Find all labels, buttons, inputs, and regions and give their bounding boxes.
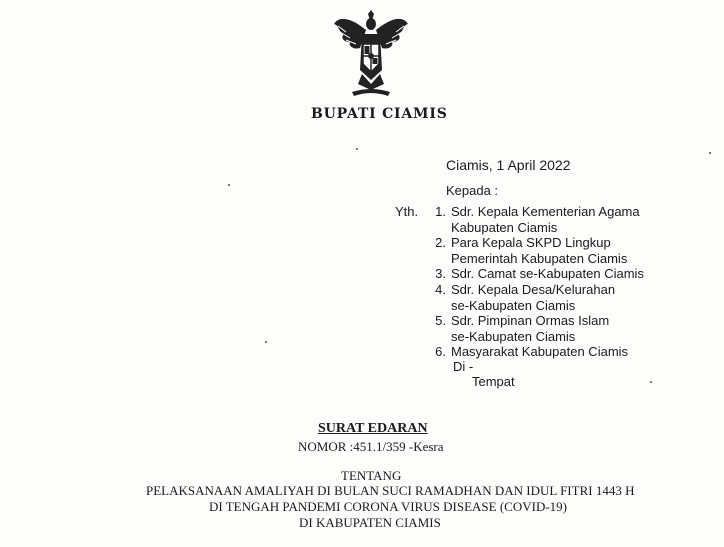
office-title: BUPATI CIAMIS xyxy=(311,106,448,122)
list-item xyxy=(424,266,644,282)
kepada-label: Kepada : xyxy=(446,183,499,198)
subject-line-1: PELAKSANAAN AMALIYAH DI BULAN SUCI RAMADHAN DAN IDUL FITRI 1443 H xyxy=(146,483,635,498)
tempat-label: Tempat xyxy=(472,374,515,389)
scan-speck xyxy=(650,381,652,383)
list-item xyxy=(424,235,644,266)
scan-speck xyxy=(709,152,711,154)
di-label: Di - xyxy=(453,359,474,374)
subject-line-3: DI KABUPATEN CIAMIS xyxy=(299,515,441,530)
recipient-line: Sdr. Kepala Kementerian Agama xyxy=(451,204,640,219)
recipient-line: Para Kepala SKPD Lingkup xyxy=(451,235,611,251)
recipient-line: se-Kabupaten Ciamis xyxy=(451,328,576,344)
list-number: 6. xyxy=(435,344,446,360)
place-date: Ciamis, 1 April 2022 xyxy=(446,157,571,173)
tentang-label: TENTANG xyxy=(341,468,402,483)
scan-speck xyxy=(356,148,358,150)
list-number: 3. xyxy=(435,266,446,282)
list-number: 4. xyxy=(435,281,446,297)
recipient-line: Kabupaten Ciamis xyxy=(451,219,558,235)
scan-speck xyxy=(265,341,267,343)
yth-label: Yth. xyxy=(395,204,419,219)
list-item xyxy=(424,344,644,360)
list-item xyxy=(424,313,644,344)
recipient-list xyxy=(424,204,644,360)
garuda-emblem-icon xyxy=(330,10,412,100)
recipient-line: Sdr. Camat se-Kabupaten Ciamis xyxy=(451,266,644,282)
scan-speck xyxy=(228,184,230,186)
list-item xyxy=(424,204,644,235)
circular-title: SURAT EDARAN xyxy=(318,421,428,436)
recipient-line: Sdr. Pimpinan Ormas Islam xyxy=(451,313,610,329)
circular-number: NOMOR :451.1/359 -Kesra xyxy=(298,439,444,454)
recipient-line: se-Kabupaten Ciamis xyxy=(451,297,576,313)
subject-line-2: DI TENGAH PANDEMI CORONA VIRUS DISEASE (COVID-19) xyxy=(209,499,567,514)
list-number: 2. xyxy=(435,235,446,251)
list-number: 1. xyxy=(435,204,446,219)
list-number: 5. xyxy=(435,313,446,329)
recipient-line: Masyarakat Kabupaten Ciamis xyxy=(451,344,629,360)
list-item xyxy=(424,282,644,313)
recipient-line: Sdr. Kepala Desa/Kelurahan xyxy=(451,281,616,297)
recipient-line: Pemerintah Kabupaten Ciamis xyxy=(451,250,628,266)
